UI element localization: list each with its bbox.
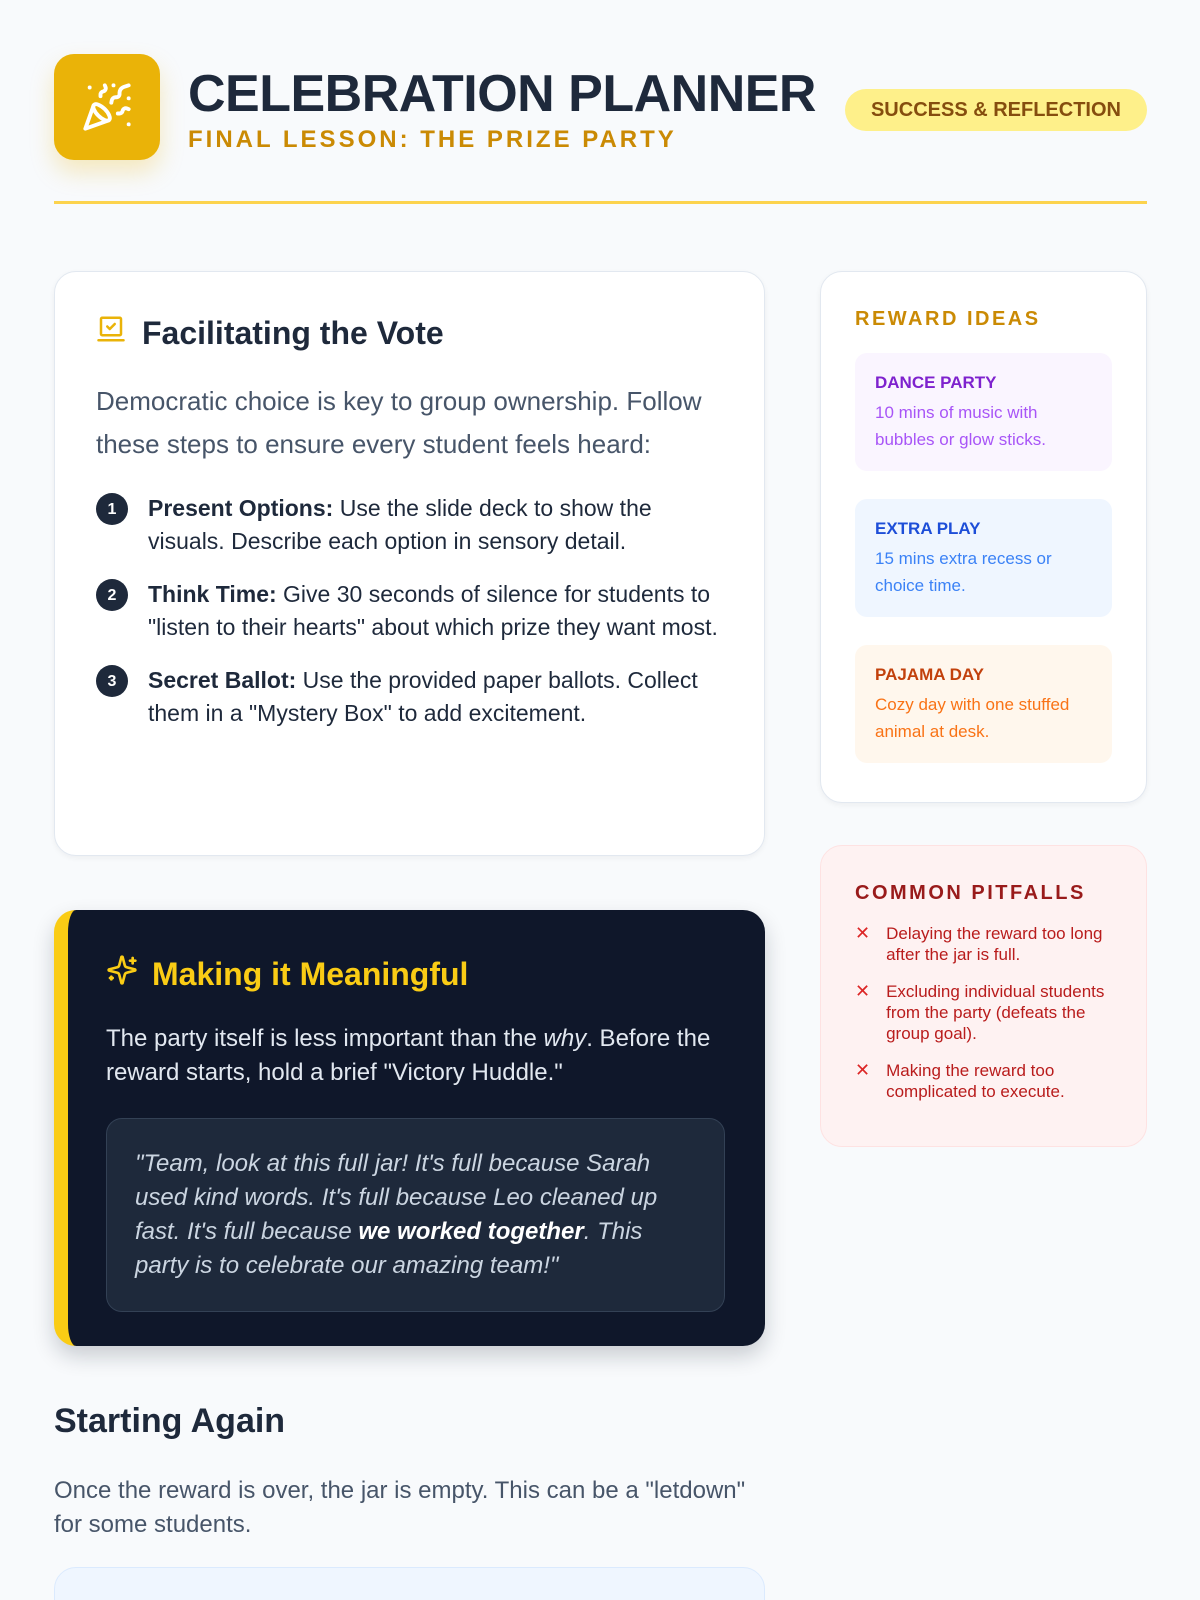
status-badge: SUCCESS & REFLECTION [845, 89, 1147, 131]
pitfall-text: Delaying the reward too long after the jar is full. [886, 924, 1103, 964]
step-description: Use the provided paper ballots. Collect them in a "Mystery Box" to add excitement. [148, 667, 698, 726]
vote-steps [96, 492, 724, 730]
quote-text: "Team, look at this full jar! It's full because Sarah used kind words. It's full because Leo cleaned up fast. It's full because [135, 1150, 658, 1245]
meaning-card [54, 910, 765, 1346]
reward-idea-extra-play [855, 499, 1112, 617]
list-item [855, 1060, 1116, 1102]
vote-card [54, 271, 765, 856]
list-item [96, 492, 724, 558]
common-pitfalls-card [820, 845, 1147, 1147]
step-number: 3 [96, 665, 128, 697]
pitfall-text: Excluding individual students from the party (defeats the group goal). [886, 982, 1105, 1043]
quote-emphasis: we worked together [358, 1218, 584, 1245]
step-text [148, 664, 724, 730]
pitfall-list [855, 923, 1116, 1102]
step-number: 1 [96, 493, 128, 525]
close-icon: ✕ [855, 1060, 871, 1080]
page-subtitle: FINAL LESSON: THE PRIZE PARTY [188, 126, 677, 153]
meaning-card-title: Making it Meaningful [152, 955, 469, 992]
vote-intro: Democratic choice is key to group ownership. Follow these steps to ensure every student feels heard: [96, 386, 702, 459]
step-label: Present Options: [148, 495, 334, 521]
list-item [855, 923, 1116, 965]
meaning-body-text: The party itself is less important than the [106, 1025, 544, 1052]
meaning-card-header [106, 954, 725, 994]
reward-idea-name: PAJAMA DAY [875, 665, 984, 684]
reward-idea-description: 15 mins extra recess or choice time. [875, 549, 1052, 595]
reward-idea-name: DANCE PARTY [875, 373, 997, 392]
list-item [96, 578, 724, 644]
step-description: Use the slide deck to show the visuals. Describe each option in sensory detail. [148, 495, 652, 554]
step-label: Secret Ballot: [148, 667, 297, 693]
victory-huddle-quote [106, 1118, 725, 1312]
pitfall-text: Making the reward too complicated to execute. [886, 1061, 1065, 1101]
reward-idea-description: 10 mins of music with bubbles or glow sticks. [875, 403, 1047, 449]
reward-idea-description: Cozy day with one stuffed animal at desk. [875, 695, 1070, 741]
reward-idea-dance-party [855, 353, 1112, 471]
page-header [54, 54, 1147, 204]
quote-text: . This party is to celebrate our amazing team!" [135, 1218, 643, 1279]
restart-text: Once the reward is over, the jar is empty. This can be a "letdown" for some students. [54, 1477, 746, 1538]
page-title: CELEBRATION PLANNER [188, 65, 816, 123]
list-item [96, 664, 724, 730]
step-text [148, 578, 724, 644]
restart-title: Starting Again [54, 1402, 286, 1440]
restart-info-box [54, 1567, 765, 1600]
step-text [148, 492, 724, 558]
step-label: Think Time: [148, 581, 277, 607]
meaning-body-text: . Before the reward starts, hold a brief "Victory Huddle." [106, 1025, 711, 1086]
reward-ideas-heading: REWARD IDEAS [855, 308, 1041, 330]
vote-card-title: Facilitating the Vote [142, 314, 444, 351]
vote-card-header [96, 314, 724, 352]
step-description: Give 30 seconds of silence for students to "listen to their hearts" about which prize they want most. [148, 581, 718, 640]
reward-ideas-card [820, 271, 1147, 803]
sparkles-icon [106, 954, 138, 994]
meaning-body-emphasis: why [543, 1025, 587, 1052]
common-pitfalls-heading: COMMON PITFALLS [855, 882, 1086, 904]
reward-idea-pajama-day [855, 645, 1112, 763]
step-number: 2 [96, 579, 128, 611]
ballot-check-icon [96, 314, 126, 352]
close-icon: ✕ [855, 981, 871, 1001]
close-icon: ✕ [855, 923, 871, 943]
party-popper-icon [54, 54, 160, 160]
list-item [855, 981, 1116, 1044]
reward-idea-name: EXTRA PLAY [875, 519, 981, 538]
meaning-body [106, 1022, 725, 1090]
